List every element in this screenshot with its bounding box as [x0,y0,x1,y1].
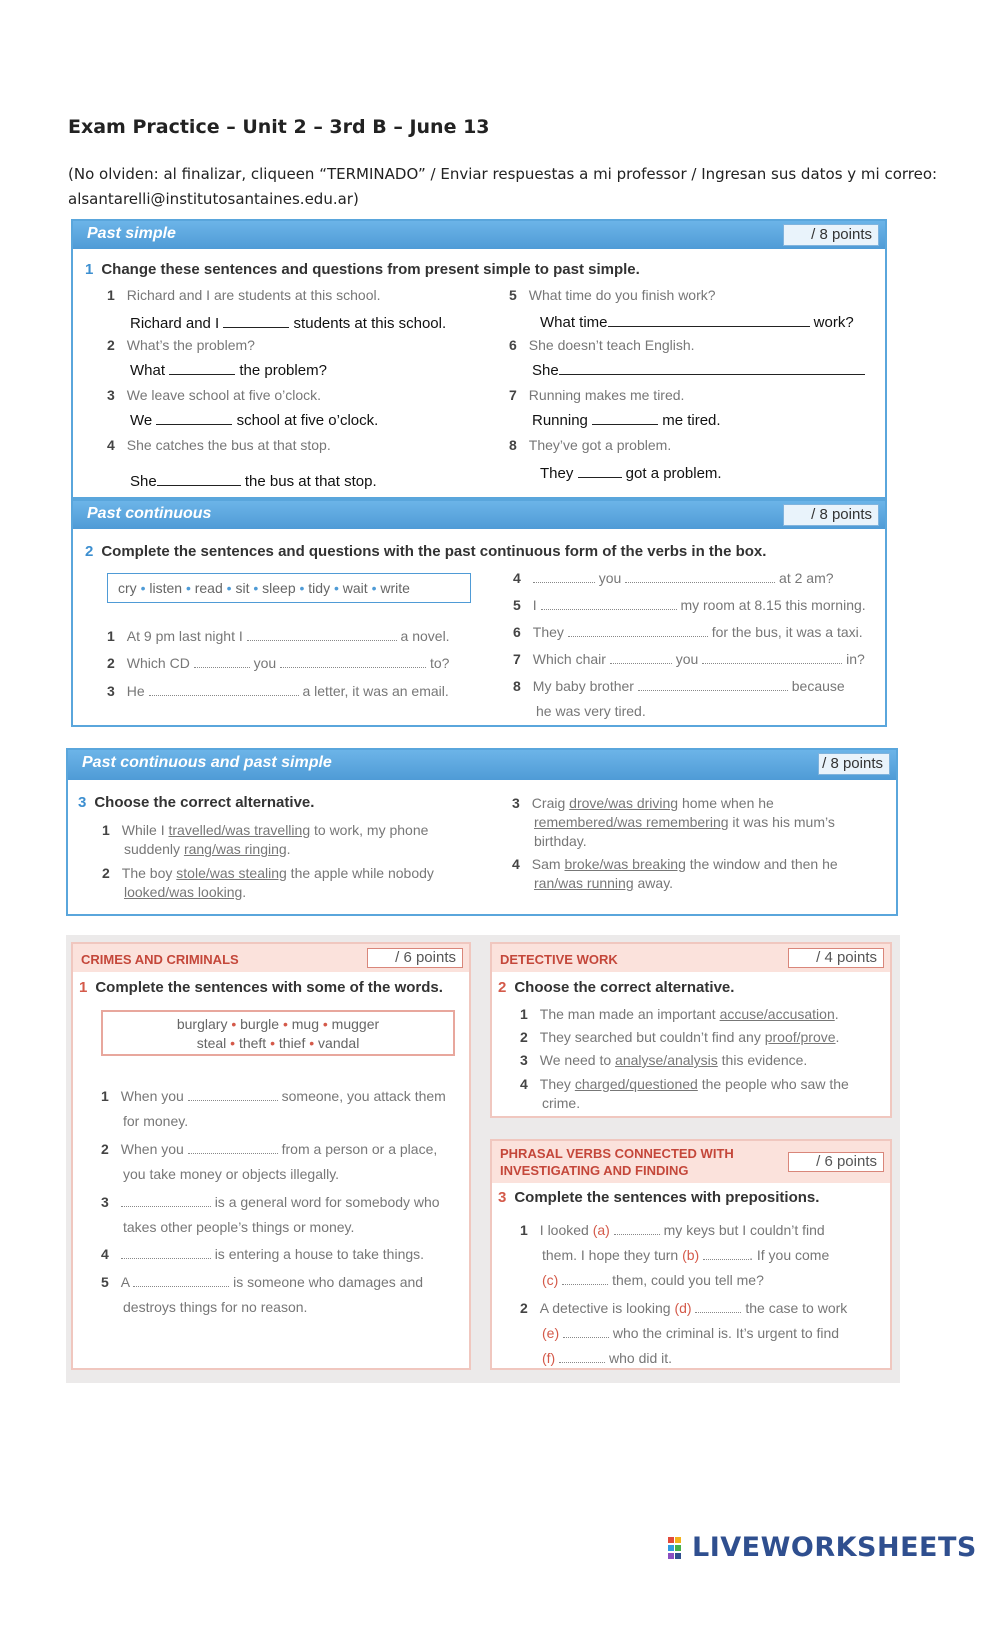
question-3: 3 Complete the sentences with prepositions. [498,1189,820,1206]
choice-option[interactable]: proof/prove [764,1029,836,1045]
choice-option[interactable]: broke/was breaking [564,856,686,872]
answer-blank[interactable] [610,651,672,664]
answer-blank[interactable] [188,1088,278,1101]
answer-blank[interactable] [614,1222,660,1235]
question-2: 2 Choose the correct alternative. [498,979,735,996]
choice-option[interactable]: travelled/was travelling [168,822,311,838]
pc-item-6: 6 They for the bus, it was a taxi. [513,624,863,640]
answer-blank[interactable] [695,1300,741,1313]
question-1: 1 Complete the sentences with some of the words. [79,979,443,996]
section-header [492,944,890,972]
section-header [492,1141,890,1183]
points-box: / 8 points [818,753,890,775]
pc-item-3: 3 He a letter, it was an email. [107,683,449,699]
detective-section [490,942,892,1118]
pc-item-2: 2 Which CD you to? [107,655,450,671]
answer-blank[interactable] [149,683,299,696]
crimes-item-4: 4 is entering a house to take things. [101,1246,425,1262]
pc-item-5: 5 I my room at 8.15 this morning. [513,597,866,613]
points-box: / 6 points [367,948,463,968]
det-item-2: 2 They searched but couldn’t find any proof/prove. [520,1029,840,1045]
past-simple-section [71,219,887,499]
choice-option[interactable]: remembered/was remembering [534,814,729,830]
answer-blank[interactable] [702,651,842,664]
answer-blank[interactable] [223,315,289,328]
answer-blank[interactable] [133,1274,229,1287]
answer-blank[interactable] [563,1325,609,1338]
answer-blank[interactable] [169,362,235,375]
answer-blank[interactable] [156,412,232,425]
crimes-section [71,942,471,1370]
pc-item-8-cont: he was very tired. [536,703,646,719]
phrasal-verbs-section [490,1139,892,1370]
crimes-item-2: 2 When you from a person or a place, you take money or objects illegally. [101,1141,438,1182]
points-box: / 4 points [788,948,884,968]
item-3-original: 3 We leave school at five o’clock. [107,387,322,403]
det-item-1: 1 The man made an important accuse/accusation. [520,1006,839,1022]
section-header [68,750,896,780]
choice-option[interactable]: analyse/analysis [615,1052,718,1068]
answer-blank[interactable] [608,314,810,327]
section-title: Past continuous [87,505,212,522]
question-2: 2 Complete the sentences and questions with the past continuous form of the verbs in the box. [85,543,767,560]
crimes-item-1: 1 When you someone, you attack them for money. [101,1088,446,1129]
answer-blank[interactable] [638,678,788,691]
answer-blank[interactable] [247,628,397,641]
answer-blank[interactable] [188,1141,278,1154]
section-title: Past simple [87,225,176,242]
answer-blank[interactable] [562,1272,608,1285]
item-4-answer: She the bus at that stop. [130,473,377,490]
answer-blank[interactable] [578,465,622,478]
answer-blank[interactable] [625,570,775,583]
pc-item-7: 7 Which chair you in? [513,651,865,667]
section-header [73,501,885,529]
question-1: 1 Change these sentences and questions from present simple to past simple. [85,261,640,278]
pc-ps-section [66,748,898,916]
item-1-original: 1 Richard and I are students at this school. [107,287,381,303]
answer-blank[interactable] [541,597,677,610]
item-7-answer: Running me tired. [532,412,721,429]
section-header [73,944,469,972]
item-8-original: 8 They’ve got a problem. [509,437,672,453]
choice-option[interactable]: rang/was ringing [183,841,287,857]
item-3-answer: We school at five o’clock. [130,412,379,429]
instructions-note: (No olviden: al finalizar, cliqueen “TERMINADO” / Enviar respuestas a mi professor / Ingresan sus datos y mi correo: alsantarelli@institutosantaines.edu.ar) [68,165,938,208]
answer-blank[interactable] [533,570,595,583]
pcps-item-2: 2 The boy stole/was stealing the apple while nobody looked/was looking. [102,865,434,900]
answer-blank[interactable] [157,473,241,486]
section-title: PHRASAL VERBS CONNECTED WITH INVESTIGATING AND FINDING [500,1146,734,1178]
question-3: 3 Choose the correct alternative. [78,794,315,811]
item-6-answer: She [532,362,865,379]
item-4-original: 4 She catches the bus at that stop. [107,437,331,453]
crimes-item-5: 5 A is someone who damages and destroys things for no reason. [101,1274,424,1315]
answer-blank[interactable] [559,1350,605,1363]
pcps-item-3: 3 Craig drove/was driving home when he remembered/was remembering it was his mum’s birthday. [512,795,835,849]
pcps-item-1: 1 While I travelled/was travelling to work, my phone suddenly rang/was ringing. [102,822,429,857]
section-title: Past continuous and past simple [82,754,332,771]
choice-option[interactable]: ran/was running [534,875,634,891]
answer-blank[interactable] [592,412,658,425]
answer-blank[interactable] [121,1194,211,1207]
liveworksheets-logo-icon [668,1537,688,1559]
answer-blank[interactable] [280,655,426,668]
pc-item-4: 4 you at 2 am? [513,570,834,586]
det-item-4: 4 They charged/questioned the people who saw the crime. [520,1076,849,1111]
item-2-answer: What the problem? [130,362,327,379]
points-box: / 6 points [788,1152,884,1172]
phrasal-item-1: 1 I looked (a) my keys but I couldn’t find them. I hope they turn (b) . If you come (c) them, could you tell me? [520,1222,830,1288]
answer-blank[interactable] [559,362,865,375]
pcps-item-4: 4 Sam broke/was breaking the window and then he ran/was running away. [512,856,838,891]
answer-blank[interactable] [703,1247,749,1260]
choice-option[interactable]: accuse/accusation [719,1006,835,1022]
section-header [73,221,885,249]
choice-option[interactable]: looked/was looking [124,884,243,900]
answer-blank[interactable] [121,1246,211,1259]
phrasal-item-2: 2 A detective is looking (d) the case to work (e) who the criminal is. It’s urgent to find (f) who did it. [520,1300,848,1366]
points-box: / 8 points [783,224,879,246]
choice-option[interactable]: stole/was stealing [176,865,287,881]
item-5-answer: What time work? [540,314,854,331]
page-title: Exam Practice – Unit 2 – 3rd B – June 13 [68,116,490,138]
choice-option[interactable]: drove/was driving [569,795,679,811]
answer-blank[interactable] [568,624,708,637]
liveworksheets-brand[interactable]: LIVEWORKSHEETS [692,1532,977,1563]
section-title: DETECTIVE WORK [500,952,618,967]
section-title: CRIMES AND CRIMINALS [81,952,239,967]
item-7-original: 7 Running makes me tired. [509,387,685,403]
item-2-original: 2 What’s the problem? [107,337,255,353]
crime-word-box: burglary • burgle • mug • mugger steal • theft • thief • vandal [101,1010,455,1056]
item-5-original: 5 What time do you finish work? [509,287,716,303]
item-1-answer: Richard and I students at this school. [130,315,447,332]
past-continuous-section [71,499,887,727]
pc-item-1: 1 At 9 pm last night I a novel. [107,628,450,644]
verb-word-box: cry • listen • read • sit • sleep • tidy • wait • write [107,573,471,603]
points-box: / 8 points [783,504,879,526]
choice-option[interactable]: charged/questioned [574,1076,698,1092]
answer-blank[interactable] [194,655,250,668]
item-6-original: 6 She doesn’t teach English. [509,337,695,353]
det-item-3: 3 We need to analyse/analysis this evidence. [520,1052,808,1068]
item-8-answer: They got a problem. [540,465,722,482]
pc-item-8: 8 My baby brother because [513,678,845,694]
crimes-item-3: 3 is a general word for somebody who takes other people’s things or money. [101,1194,440,1235]
